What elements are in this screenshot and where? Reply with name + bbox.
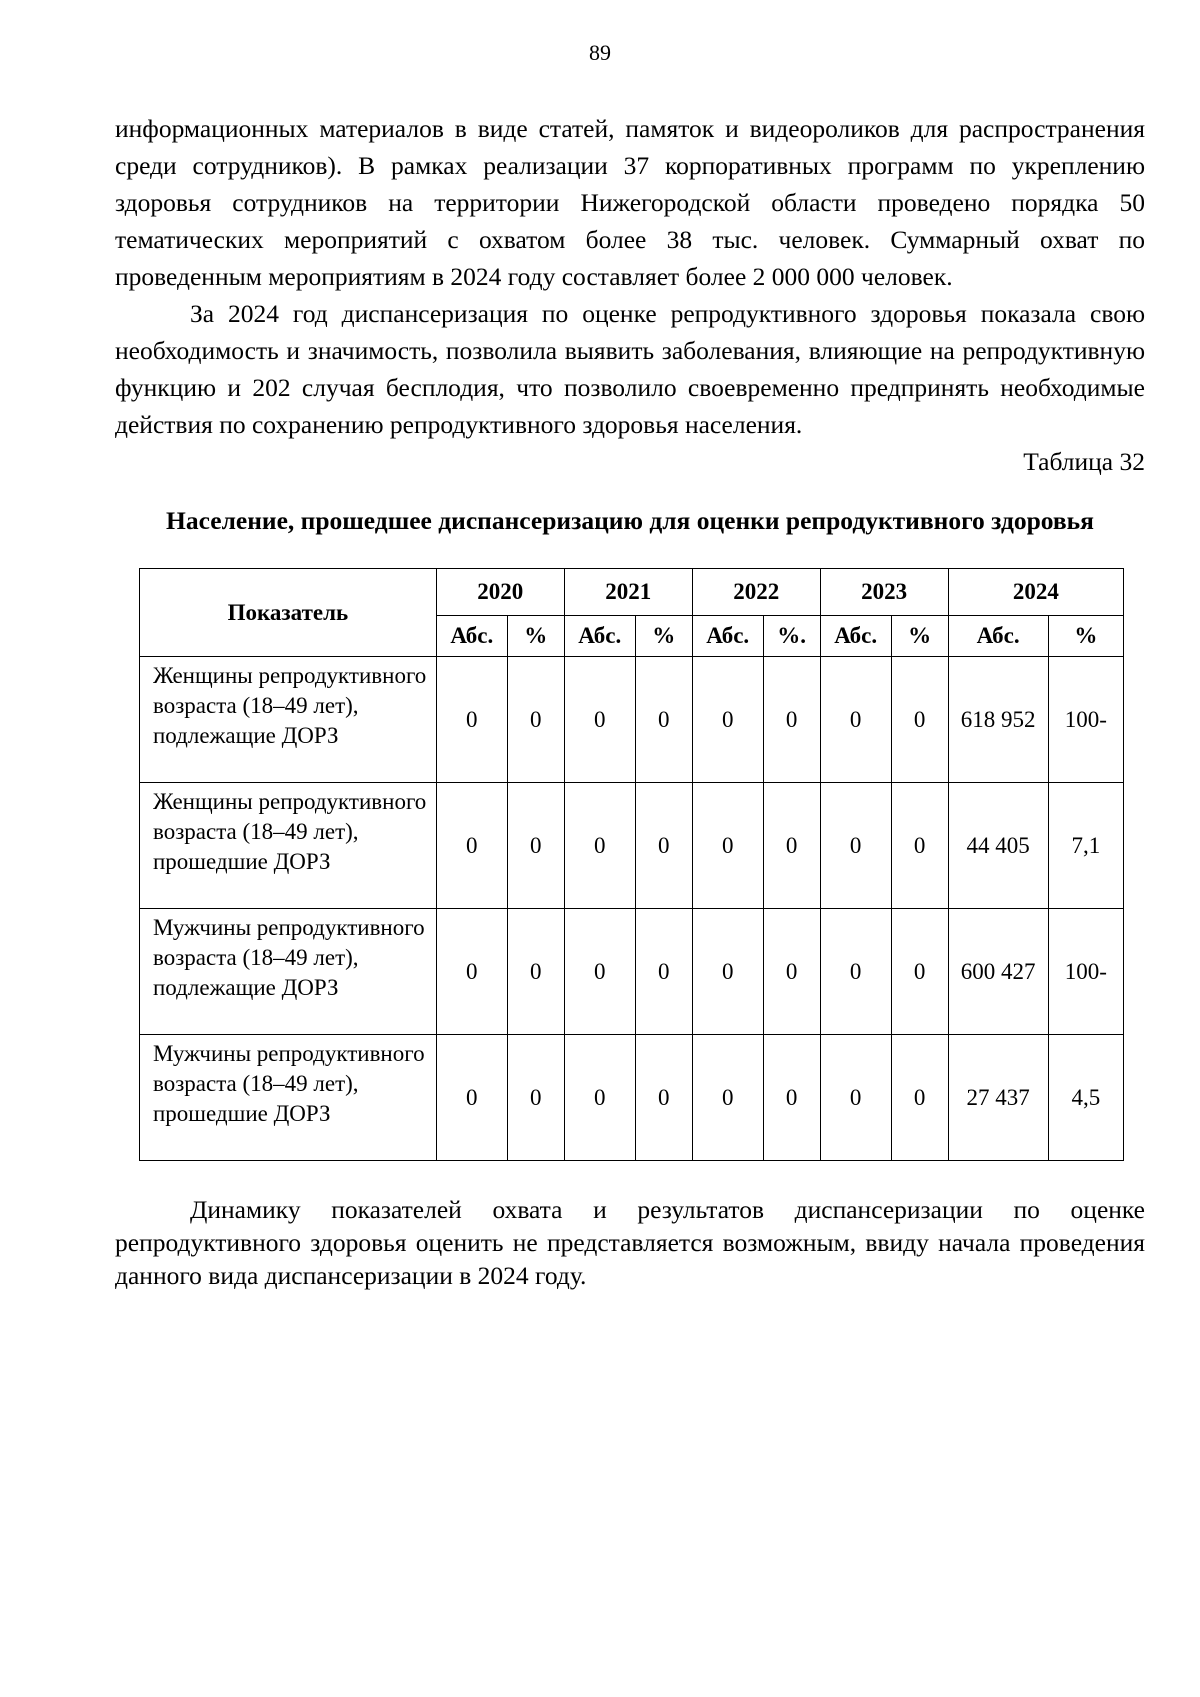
screening-table [139, 568, 1124, 1161]
abs-header: Абс. [564, 616, 635, 657]
year-header: 2021 [564, 569, 692, 616]
percent-header: % [635, 616, 692, 657]
table-cell: 0 [507, 909, 564, 1035]
paragraph-1: информационных материалов в виде статей, памяток и видеороликов для распространения среди сотрудников). В рамках реализации 37 корпоративных программ по укреплению здоровья сотрудников на территории Нижегородской области проведено порядка 50 тематических мероприятий с охватом более 38 тыс. человек. Суммарный охват по проведенным мероприятиям в 2024 году составляет более 2 000 000 человек. [115, 114, 1145, 291]
abs-header: Абс. [820, 616, 891, 657]
table-title: Население, прошедшее диспансеризацию для оценки репродуктивного здоровья [166, 506, 1094, 535]
year-header-row [140, 569, 1124, 616]
row-label: Мужчины репродуктивного возраста (18–49 лет), подлежащие ДОРЗ [140, 909, 437, 1035]
table-row [140, 909, 1124, 1035]
year-header: 2020 [436, 569, 564, 616]
table-cell: 0 [564, 657, 635, 783]
year-header: 2023 [820, 569, 948, 616]
table-cell: 27 437 [948, 1035, 1048, 1161]
row-label: Женщины репродуктивного возраста (18–49 лет), подлежащие ДОРЗ [140, 657, 437, 783]
page-number: 89 [589, 40, 611, 65]
table-cell: 0 [820, 783, 891, 909]
abs-header: Абс. [692, 616, 763, 657]
table-cell: 0 [820, 1035, 891, 1161]
table-cell: 0 [763, 657, 820, 783]
abs-header: Абс. [948, 616, 1048, 657]
abs-header: Абс. [436, 616, 507, 657]
table-cell: 0 [564, 783, 635, 909]
percent-header: %. [763, 616, 820, 657]
table-cell: 0 [763, 783, 820, 909]
table-cell: 0 [635, 657, 692, 783]
table-cell: 0 [891, 909, 948, 1035]
table-cell: 0 [564, 1035, 635, 1161]
table-cell: 0 [507, 783, 564, 909]
indicator-header: Показатель [140, 569, 437, 657]
table-cell: 100- [1048, 909, 1123, 1035]
table-cell: 0 [763, 909, 820, 1035]
table-cell: 0 [436, 657, 507, 783]
table-cell: 0 [891, 783, 948, 909]
document-body [115, 110, 1145, 1318]
table-cell: 0 [507, 657, 564, 783]
closing-paragraph: Динамику показателей охвата и результатов диспансеризации по оценке репродуктивного здоровья оценить не представляется возможным, ввиду начала проведения данного вида диспансеризации в 2024 году. [115, 1195, 1145, 1290]
table-row [140, 657, 1124, 783]
table-cell: 100- [1048, 657, 1123, 783]
table-cell: 0 [820, 909, 891, 1035]
table-cell: 0 [635, 783, 692, 909]
table-cell: 0 [692, 1035, 763, 1161]
table-cell: 0 [507, 1035, 564, 1161]
percent-header: % [1048, 616, 1123, 657]
paragraph-2: За 2024 год диспансеризация по оценке репродуктивного здоровья показала свою необходимость и значимость, позволила выявить заболевания, влияющие на репродуктивную функцию и 202 случая бесплодия, что позволило своевременно предпринять необходимые действия по сохранению репродуктивного здоровья населения. [115, 299, 1145, 439]
table-cell: 44 405 [948, 783, 1048, 909]
table-cell: 618 952 [948, 657, 1048, 783]
table-cell: 0 [436, 909, 507, 1035]
table-cell: 0 [692, 657, 763, 783]
table-cell: 0 [692, 783, 763, 909]
table-cell: 7,1 [1048, 783, 1123, 909]
year-header: 2022 [692, 569, 820, 616]
table-caption: Таблица 32 [1023, 447, 1145, 476]
table-cell: 0 [635, 909, 692, 1035]
table-cell: 0 [436, 783, 507, 909]
year-header: 2024 [948, 569, 1123, 616]
table-cell: 0 [564, 909, 635, 1035]
table-row [140, 1035, 1124, 1161]
table-row [140, 783, 1124, 909]
table-cell: 0 [692, 909, 763, 1035]
table-cell: 0 [436, 1035, 507, 1161]
table-cell: 0 [635, 1035, 692, 1161]
table-cell: 600 427 [948, 909, 1048, 1035]
table-cell: 0 [891, 1035, 948, 1161]
row-label: Мужчины репродуктивного возраста (18–49 лет), прошедшие ДОРЗ [140, 1035, 437, 1161]
row-label: Женщины репродуктивного возраста (18–49 лет), прошедшие ДОРЗ [140, 783, 437, 909]
table-cell: 0 [763, 1035, 820, 1161]
table-cell: 0 [820, 657, 891, 783]
percent-header: % [891, 616, 948, 657]
table-cell: 0 [891, 657, 948, 783]
table-cell: 4,5 [1048, 1035, 1123, 1161]
percent-header: % [507, 616, 564, 657]
